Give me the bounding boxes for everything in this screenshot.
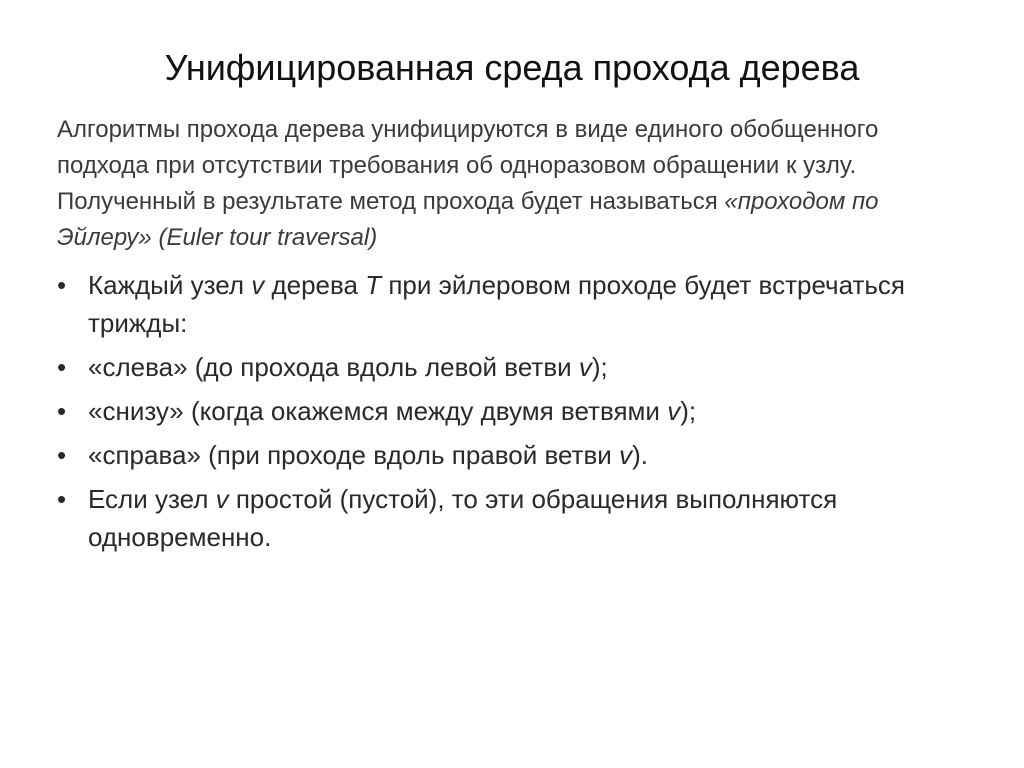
bullet-list [57,266,977,562]
variable-v: v [667,396,681,426]
bullet-text: «слева» (до прохода вдоль левой ветви [88,352,579,382]
bullet-text: ); [680,396,697,426]
bullet-dot-icon: • [57,440,67,470]
bullet-item [57,392,977,430]
bullet-item [57,436,977,474]
bullet-text: «снизу» (когда окажемся между двумя ветвями [88,396,668,426]
variable-v: v [251,270,265,300]
variable-v: v [619,440,633,470]
bullet-dot-icon: • [57,270,67,300]
variable-v: v [578,352,592,382]
bullet-item [57,266,977,342]
bullet-text: «справа» (при проходе вдоль правой ветви [88,440,620,470]
intro-italic-term: «проходом по Эйлеру» (Euler tour traversal) [57,188,879,251]
intro-paragraph [57,112,957,256]
bullet-dot-icon: • [57,484,67,514]
bullet-text: Каждый узел [88,270,252,300]
bullet-text: простой (пустой), то эти обращения выполняются одновременно. [88,484,838,552]
bullet-text: дерева [264,270,366,300]
bullet-text: ); [591,352,608,382]
intro-text: Алгоритмы прохода дерева унифицируются в виде единого обобщенного подхода при отсутствии требования об одноразовом обращении к узлу. Полученный в результате метод прохода будет называться [57,116,879,215]
bullet-text: при эйлеровом проходе будет встречаться трижды: [88,270,906,338]
bullet-dot-icon: • [57,396,67,426]
bullet-text: Если узел [88,484,216,514]
slide-title: Унифицированная среда прохода дерева [164,47,860,88]
variable-t: T [365,270,382,300]
variable-v: v [215,484,229,514]
bullet-item [57,348,977,386]
bullet-item [57,480,977,556]
bullet-dot-icon: • [57,352,67,382]
bullet-text: ). [632,440,648,470]
